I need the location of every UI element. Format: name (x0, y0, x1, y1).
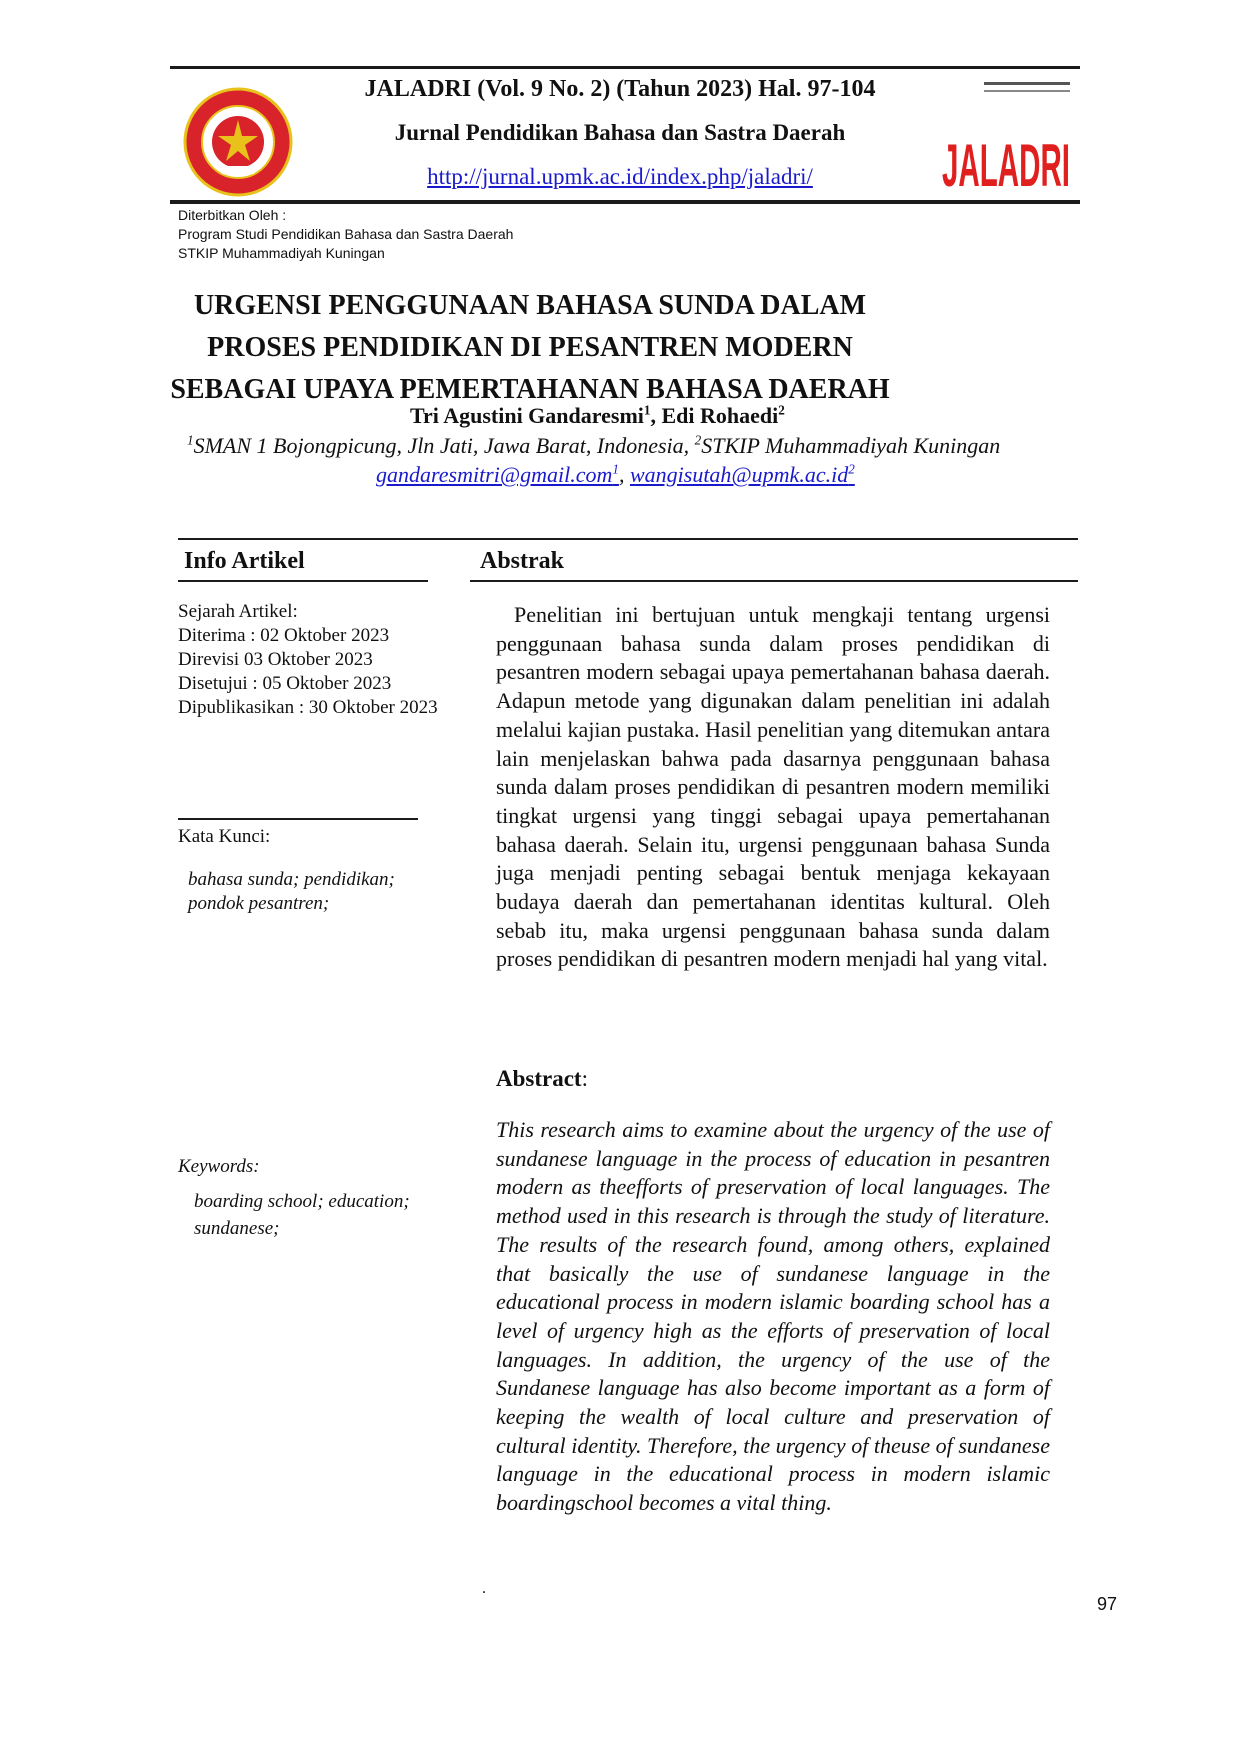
abstrak-heading-rule (470, 580, 1078, 582)
history-published: Dipublikasikan : 30 Oktober 2023 (178, 697, 438, 718)
author-1: Tri Agustini Gandaresmi (410, 403, 644, 428)
abstract-body: This research aims to examine about the urgency of the use of sundanese language in the process of education in pesantren modern as theefforts of preservation of local languages. The method used in this research is through the study of literature. The results of the research found, among others, explained that basically the use of sundanese language in the educational process in modern islamic boarding school has a level of urgency high as the efforts of preservation of local languages. In addition, the urgency of the use of the Sundanese language has also become important as a form of keeping the wealth of local culture and preservation of cultural identity. Therefore, the urgency of theuse of sundanese language in the educational process in modern islamic boardingschool becomes a vital thing. (496, 1117, 1050, 1516)
jaladri-logo-text: JALADRI (942, 132, 1070, 199)
publisher-program: Program Studi Pendidikan Bahasa dan Sastra Daerah (178, 226, 514, 242)
article-title (150, 285, 910, 411)
info-heading-rule (178, 580, 428, 582)
jaladri-logo (940, 80, 1072, 199)
affiliation-2-sup: 2 (694, 432, 702, 448)
institution-seal-logo (182, 86, 294, 198)
keywords-values: boarding school; education; sundanese; (194, 1191, 410, 1239)
author-separator: , (650, 403, 662, 428)
email-link-1[interactable]: gandaresmitri@gmail.com$^1$ (376, 461, 619, 487)
publisher-block (178, 206, 513, 263)
page-number: 97 (1097, 1594, 1118, 1614)
email-separator: , (618, 462, 630, 487)
author-1-sup: 1 (643, 402, 651, 418)
journal-issue-line: JALADRI (Vol. 9 No. 2) (Tahun 2023) Hal. 97-104 (364, 76, 876, 102)
header-top-rule (170, 66, 1080, 69)
history-label: Sejarah Artikel: (178, 601, 298, 622)
abstract-heading-text: Abstract (496, 1066, 582, 1091)
abstract-heading (496, 1066, 588, 1092)
seal-icon (182, 86, 294, 198)
section-top-rule (178, 538, 1078, 540)
affiliation-1-sup: 1 (187, 432, 194, 448)
abstrak-heading: Abstrak (480, 548, 565, 574)
kata-kunci-label: Kata Kunci: (178, 826, 271, 847)
authors (410, 403, 785, 429)
title-line-1: URGENSI PENGGUNAAN BAHASA SUNDA DALAM (193, 290, 867, 321)
title-line-3: SEBAGAI UPAYA PEMERTAHANAN BAHASA DAERAH (170, 374, 890, 405)
jaladri-logo-icon (940, 80, 1072, 199)
author-2: Edi Rohaedi (661, 403, 779, 428)
affiliation (187, 433, 1000, 459)
keywords-label: Keywords: (178, 1156, 260, 1177)
history-revised: Direvisi 03 Oktober 2023 (178, 649, 373, 670)
journal-name: Jurnal Pendidikan Bahasa dan Sastra Daerah (394, 120, 846, 145)
trailing-dot: . (482, 1580, 486, 1597)
affiliation-2: STKIP Muhammadiyah Kuningan (701, 433, 1001, 458)
history-accepted: Disetujui : 05 Oktober 2023 (178, 673, 392, 694)
affiliation-1: SMAN 1 Bojongpicung, Jln Jati, Jawa Barat, Indonesia, (193, 433, 695, 458)
title-line-2: PROSES PENDIDIKAN DI PESANTREN MODERN (207, 332, 853, 363)
author-emails (376, 462, 855, 488)
abstrak-body: Penelitian ini bertujuan untuk mengkaji tentang urgensi penggunaan bahasa sunda dalam proses pendidikan di pesantren modern sebagai upaya pemertahanan bahasa daerah. Adapun metode yang digunakan dalam penelitian ini adalah melalui kajian pustaka. Hasil penelitian yang ditemukan antara lain menjelaskan bahwa pada dasarnya penggunaan bahasa sunda dalam proses pendidikan di pesantren modern memiliki tingkat urgensi yang tinggi sebagai upaya pemertahanan bahasa daerah. Selain itu, urgensi penggunaan bahasa Sunda juga menjadi penting sebagai bentuk menjaga kekayaan budaya daerah dan pemertahanan identitas kultural. Oleh sebab itu, maka urgensi penggunaan bahasa sunda dalam proses pendidikan di pesantren modern menjadi hal yang vital. (496, 602, 1050, 972)
publisher-label: Diterbitkan Oleh : (178, 207, 287, 223)
kata-kunci-rule (178, 818, 418, 820)
article-history (178, 600, 438, 720)
abstract-heading-colon: : (581, 1066, 588, 1091)
journal-url-link[interactable]: http://jurnal.upmk.ac.id/index.php/jaladri/ (427, 164, 813, 189)
author-2-sup: 2 (778, 402, 785, 418)
publisher-institution: STKIP Muhammadiyah Kuningan (178, 245, 385, 261)
kata-kunci-values: bahasa sunda; pendidikan; pondok pesantren; (188, 869, 395, 914)
header-bottom-rule (170, 200, 1080, 204)
history-received: Diterima : 02 Oktober 2023 (178, 625, 390, 646)
info-artikel-heading: Info Artikel (184, 548, 305, 574)
email-link-2[interactable]: $wangisutah@upmk.ac.id^2$ (629, 461, 855, 487)
